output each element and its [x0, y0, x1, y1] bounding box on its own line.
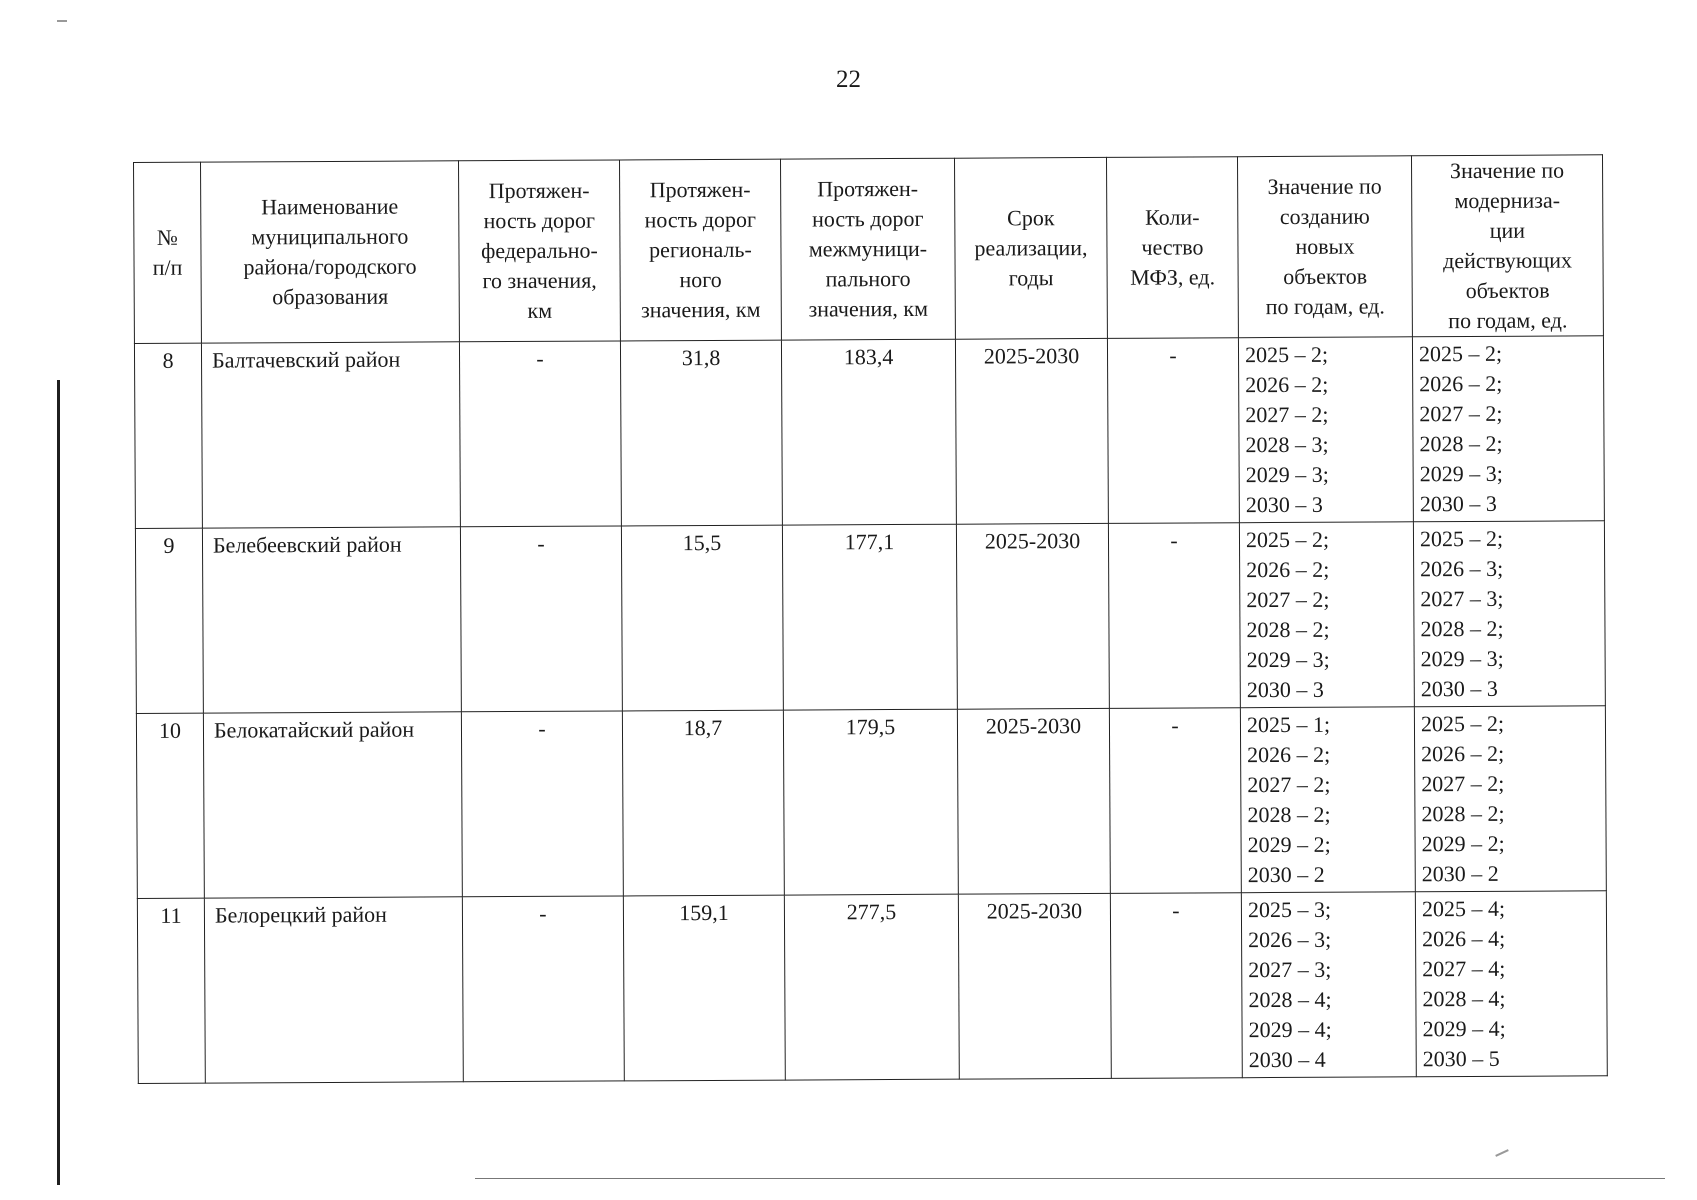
year-value: 2026 – 3;: [1420, 555, 1504, 582]
year-value: 2029 – 3;: [1419, 460, 1503, 487]
cell-federal: -: [461, 711, 623, 897]
header-cell-name: Наименование муниципального района/городского образования: [201, 161, 460, 343]
cell-intermunicipal: 183,4: [781, 339, 956, 525]
year-value: 2030 – 3: [1246, 676, 1324, 703]
cell-name: Белокатайский район: [203, 712, 462, 898]
year-value: 2030 – 3: [1419, 490, 1497, 517]
year-value: 2027 – 3;: [1420, 585, 1504, 612]
year-value: 2025 – 2;: [1420, 710, 1505, 737]
header-cell-period: Срок реализации, годы: [954, 157, 1107, 339]
year-value: 2026 – 2;: [1247, 741, 1331, 768]
table-row: [137, 891, 1607, 1084]
table-row: [136, 706, 1606, 899]
cell-modernization: [1414, 706, 1606, 892]
cell-new-objects: [1238, 337, 1413, 523]
cell-intermunicipal: 277,5: [784, 894, 959, 1080]
year-value: 2027 – 2;: [1421, 770, 1505, 797]
year-value: 2027 – 2;: [1245, 401, 1329, 428]
year-value: 2026 – 3;: [1248, 926, 1332, 953]
year-value: 2029 – 4;: [1422, 1015, 1506, 1042]
cell-modernization: [1413, 521, 1605, 707]
year-value: 2028 – 2;: [1420, 615, 1504, 642]
year-value: 2025 – 4;: [1421, 895, 1506, 922]
scan-edge-line-bottom: [475, 1178, 1665, 1179]
cell-number: 8: [134, 343, 202, 528]
year-value: 2029 – 3;: [1420, 645, 1504, 672]
cell-new-objects: [1240, 707, 1415, 893]
cell-regional: 15,5: [621, 525, 783, 711]
scan-edge-line-left: [57, 380, 60, 1185]
year-value: 2029 – 3;: [1245, 461, 1329, 488]
year-value: 2026 – 2;: [1419, 370, 1503, 397]
table-row: [135, 521, 1605, 714]
year-value: 2028 – 2;: [1421, 800, 1505, 827]
cell-intermunicipal: 179,5: [783, 709, 958, 895]
cell-federal: -: [462, 896, 624, 1082]
year-value: 2026 – 2;: [1245, 371, 1329, 398]
year-value: 2026 – 2;: [1421, 740, 1505, 767]
cell-mfz: -: [1109, 708, 1241, 894]
year-value: 2027 – 2;: [1247, 771, 1331, 798]
year-value: 2028 – 2;: [1419, 430, 1503, 457]
header-cell-modernization: Значение по модерниза- ции действующих объектов по годам, ед.: [1411, 155, 1603, 337]
year-value: 2030 – 4: [1248, 1046, 1326, 1073]
year-value: 2027 – 2;: [1246, 586, 1330, 613]
year-value: 2025 – 2;: [1245, 526, 1330, 553]
table-header-row: [134, 155, 1604, 344]
cell-regional: 31,8: [620, 340, 782, 526]
cell-period: 2025-2030: [956, 523, 1109, 709]
cell-intermunicipal: 177,1: [782, 524, 957, 710]
year-value: 2028 – 4;: [1422, 985, 1506, 1012]
year-value: 2030 – 2: [1247, 861, 1325, 888]
cell-number: 10: [136, 713, 204, 898]
cell-period: 2025-2030: [955, 338, 1108, 524]
cell-new-objects: [1239, 522, 1414, 708]
year-value: 2030 – 2: [1421, 860, 1499, 887]
cell-number: 11: [137, 898, 205, 1083]
header-cell-mfz-count: Коли- чество МФЗ, ед.: [1106, 157, 1238, 339]
cell-new-objects: [1241, 892, 1416, 1078]
header-cell-number: № п/п: [134, 162, 202, 343]
cell-mfz: -: [1108, 523, 1240, 709]
year-value: 2026 – 2;: [1246, 556, 1330, 583]
cell-period: 2025-2030: [958, 893, 1111, 1079]
cell-number: 9: [135, 528, 203, 713]
cell-regional: 159,1: [623, 895, 785, 1081]
cell-mfz: -: [1107, 338, 1239, 524]
header-cell-federal-roads: Протяжен- ность дорог федерально- го значения, км: [458, 160, 620, 342]
header-cell-regional-roads: Протяжен- ность дорог региональ- ного значения, км: [619, 159, 781, 341]
year-value: 2029 – 2;: [1421, 830, 1505, 857]
year-value: 2029 – 2;: [1247, 831, 1331, 858]
table-row: [134, 336, 1604, 529]
year-value: 2025 – 1;: [1246, 711, 1331, 738]
year-value: 2030 – 3: [1420, 675, 1498, 702]
year-value: 2025 – 2;: [1419, 525, 1504, 552]
year-value: 2030 – 5: [1422, 1045, 1500, 1072]
cell-regional: 18,7: [622, 710, 784, 896]
cell-name: Белебеевский район: [202, 527, 461, 713]
header-cell-intermunicipal-roads: Протяжен- ность дорог межмуници- пального значения, км: [780, 158, 955, 340]
header-cell-new-objects: Значение по созданию новых объектов по годам, ед.: [1237, 156, 1412, 338]
year-value: 2025 – 2;: [1244, 341, 1329, 368]
cell-name: Балтачевский район: [201, 342, 460, 528]
year-value: 2028 – 2;: [1247, 801, 1331, 828]
year-value: 2025 – 3;: [1247, 896, 1332, 923]
data-table: [133, 154, 1608, 1084]
year-value: 2029 – 3;: [1246, 646, 1330, 673]
year-value: 2027 – 2;: [1419, 400, 1503, 427]
scan-speck: [57, 20, 67, 22]
cell-federal: -: [460, 526, 622, 712]
scan-speck: [1495, 1149, 1509, 1157]
year-value: 2030 – 3: [1245, 491, 1323, 518]
year-value: 2028 – 3;: [1245, 431, 1329, 458]
year-value: 2028 – 2;: [1246, 616, 1330, 643]
year-value: 2025 – 2;: [1418, 340, 1503, 367]
cell-modernization: [1415, 891, 1607, 1077]
cell-name: Белорецкий район: [204, 897, 463, 1083]
cell-period: 2025-2030: [957, 708, 1110, 894]
cell-mfz: -: [1110, 893, 1242, 1079]
year-value: 2027 – 4;: [1422, 955, 1506, 982]
cell-federal: -: [459, 341, 621, 527]
year-value: 2026 – 4;: [1422, 925, 1506, 952]
year-value: 2027 – 3;: [1248, 956, 1332, 983]
year-value: 2028 – 4;: [1248, 986, 1332, 1013]
cell-modernization: [1412, 336, 1604, 522]
page-number: 22: [836, 66, 861, 93]
year-value: 2029 – 4;: [1248, 1016, 1332, 1043]
